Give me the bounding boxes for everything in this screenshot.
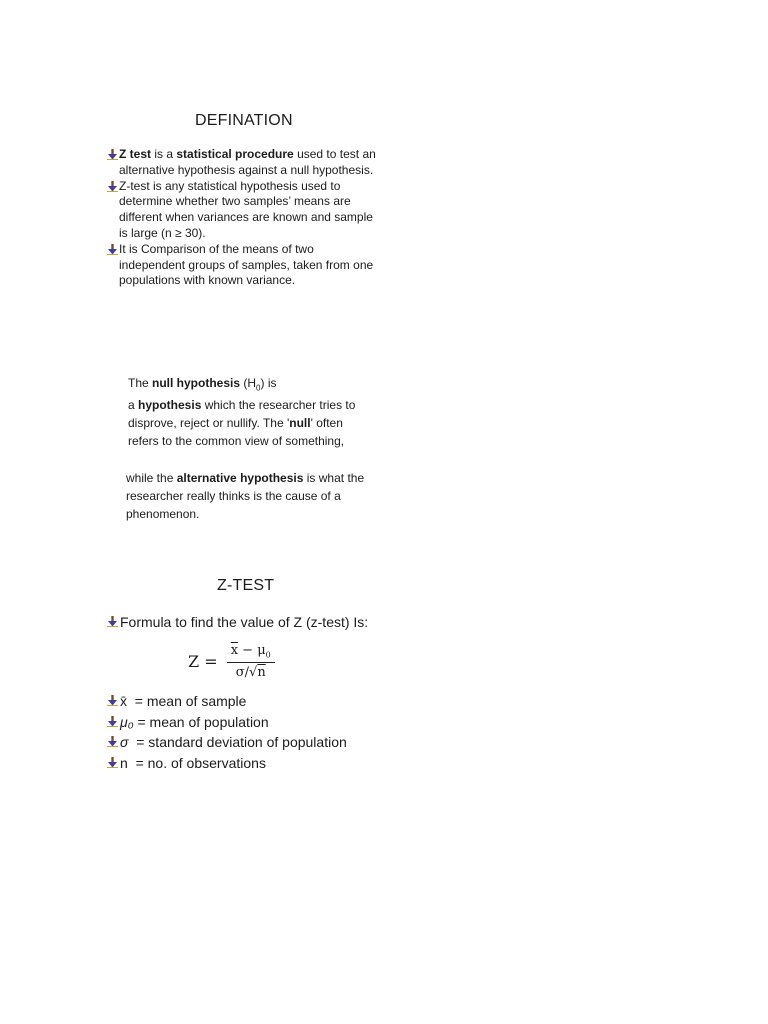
down-arrow-bullet-icon: [107, 695, 118, 706]
text: $\overline{x}$: [230, 643, 239, 658]
bullet-1-text-b: used to test an alternative hypothesis against a null hypothesis.: [119, 147, 376, 177]
bullet-2-text: Z-test is any statistical hypothesis used to determine whether two samples’ means are different when variances are known and sample is large (n ≥ 30).: [119, 178, 373, 240]
text: n: [257, 664, 266, 680]
definition-mu0: [107, 712, 407, 733]
statistical-procedure-term: statistical procedure: [176, 147, 294, 161]
formula-denominator: [227, 663, 275, 680]
text: (H: [240, 376, 257, 390]
definition-heading: DEFINATION: [195, 112, 293, 129]
text: is what the researcher really thinks is the cause of a phenomenon.: [126, 471, 365, 521]
down-arrow-bullet-icon: [107, 149, 118, 160]
symbol-n: n: [120, 754, 128, 771]
formula-lhs: Z =: [188, 651, 218, 671]
definition-n: [107, 753, 407, 774]
hypothesis-term: hypothesis: [138, 398, 202, 413]
definition-sigma: [107, 732, 407, 753]
symbol-mu0: μ₀: [120, 713, 134, 730]
subscript: 0: [265, 650, 271, 660]
text: ) is: [260, 376, 277, 390]
subscript: 0: [256, 383, 261, 393]
alternative-hypothesis-paragraph: [126, 470, 374, 523]
text: − μ: [238, 643, 266, 658]
down-arrow-bullet-icon: [107, 716, 118, 727]
formula-numerator: [227, 643, 275, 663]
text: ' often refers to the common view of something,: [128, 415, 345, 448]
definition-bullet-2: [107, 179, 382, 242]
text: = no. of observations: [127, 754, 266, 771]
definition-xbar: [107, 691, 407, 712]
null-term: null: [289, 415, 311, 430]
null-hypothesis-paragraph: [128, 375, 368, 451]
formula-fraction: [227, 643, 275, 680]
symbol-xbar: x̄: [120, 693, 127, 709]
symbol-definitions: [107, 691, 407, 773]
text: = mean of population: [133, 713, 269, 730]
bullet-1-text-a: is a: [151, 147, 177, 161]
formula-intro-bullet: [107, 612, 407, 633]
z-test-heading: Z-TEST: [217, 577, 275, 594]
z-test-term: Z test: [119, 147, 152, 161]
down-arrow-bullet-icon: [107, 736, 118, 747]
null-hypothesis-term: null hypothesis: [152, 376, 241, 390]
down-arrow-bullet-icon: [107, 616, 118, 627]
definition-list: [107, 147, 382, 289]
definition-bullet-3: [107, 242, 382, 289]
symbol-sigma: σ: [120, 734, 129, 750]
text: = mean of sample: [127, 693, 247, 709]
text: σ/√: [235, 664, 258, 680]
alternative-hypothesis-term: alternative hypothesis: [176, 471, 304, 485]
text: while the: [126, 471, 177, 485]
formula-intro-text: Formula to find the value of Z (z-test) Is:: [120, 614, 369, 630]
text: = standard deviation of population: [128, 734, 347, 750]
text: which the researcher tries to disprove, reject or nullify. The ': [128, 398, 356, 430]
formula-intro: [107, 612, 407, 633]
bullet-3-text: It is Comparison of the means of two independent groups of samples, taken from one populations with known variance.: [119, 241, 374, 288]
down-arrow-bullet-icon: [107, 244, 118, 255]
definition-bullet-1: [107, 147, 382, 179]
z-formula: [188, 643, 275, 680]
text: a: [128, 398, 139, 413]
text: The: [128, 376, 153, 390]
down-arrow-bullet-icon: [107, 181, 118, 192]
down-arrow-bullet-icon: [107, 757, 118, 768]
